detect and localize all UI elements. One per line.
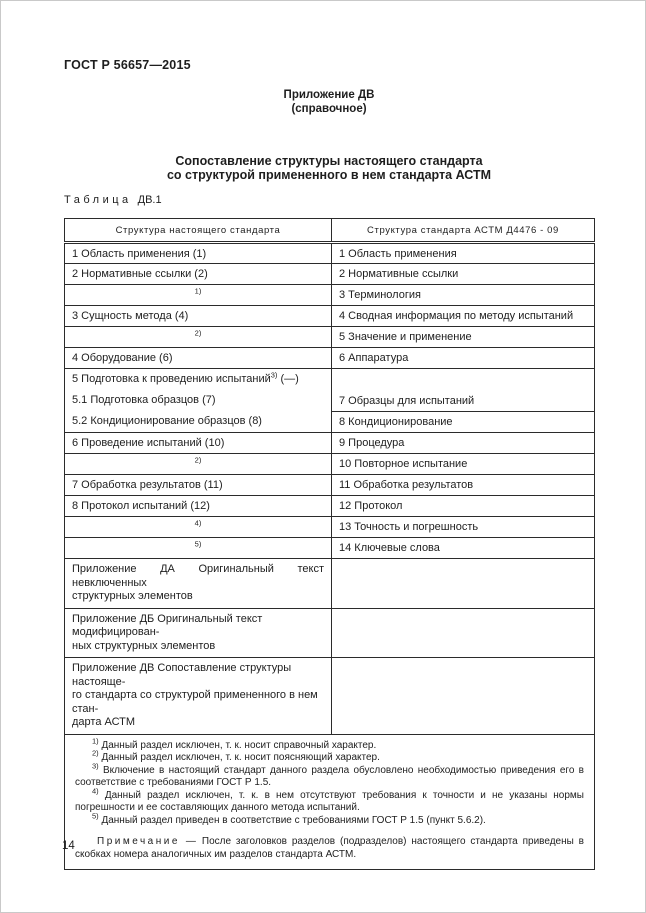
cell-astm-standard: 13 Точность и погрешность (332, 517, 595, 538)
table-label-word: Таблица (64, 194, 132, 206)
cell-astm-standard: 5 Значение и применение (332, 327, 595, 348)
footnotes-cell (65, 734, 595, 870)
cell-current-standard (65, 327, 332, 348)
footnote-marker: 2) (92, 748, 99, 758)
footnote-marker: 2) (194, 455, 202, 465)
comparison-table (64, 218, 595, 870)
cell-astm-standard: 12 Протокол (332, 496, 595, 517)
footnote-5: $^{5)}$ Данный раздел приведен в соответствие с требованиями ГОСТ Р 1.5 (пункт 5.6.2). (92, 811, 486, 826)
note-label: Примечание (97, 836, 180, 847)
table-row (65, 306, 595, 327)
cell-astm-standard-empty (332, 658, 595, 735)
cell-current-standard: Приложение ДА Оригинальный текст невключенных структурных элементов (65, 559, 332, 609)
footnote-marker: 1) (194, 286, 202, 296)
column-header-current-standard: Структура настоящего стандарта (65, 219, 332, 243)
doc-code: ГОСТ Р 56657—2015 (64, 58, 191, 72)
table-row (65, 496, 595, 517)
footnote-marker: 1) (92, 736, 99, 746)
note-dash: — (185, 836, 196, 847)
footnote-marker: 4) (92, 786, 99, 796)
table-row (65, 327, 595, 348)
table-row (65, 658, 595, 735)
cell-astm-standard: 9 Процедура (332, 433, 595, 454)
table-row (65, 608, 595, 658)
table-label-number: ДВ.1 (137, 194, 162, 206)
cell-current-standard (65, 285, 332, 306)
cell-astm-standard: 4 Сводная информация по методу испытаний (332, 306, 595, 327)
cell-current-standard: 6 Проведение испытаний (10) (65, 433, 332, 454)
table-row (65, 264, 595, 285)
table-row (65, 243, 595, 264)
table-header-row (65, 219, 595, 243)
footnote-2: $^{2)}$ Данный раздел исключен, т. к. носит поясняющий характер. (92, 748, 380, 763)
cell-astm-standard: 1 Область применения (332, 243, 595, 264)
table-row (65, 538, 595, 559)
cell-current-standard (65, 517, 332, 538)
footnote-marker: 5) (92, 811, 99, 821)
footnote-marker: 3) (270, 370, 278, 380)
table-row (65, 433, 595, 454)
footnote-marker: 3) (92, 761, 99, 771)
table-footnotes-row (65, 734, 595, 870)
cell-current-standard (65, 538, 332, 559)
cell-astm-standard: 10 Повторное испытание (332, 454, 595, 475)
title-line-2: со структурой примененного в нем стандарта АСТМ (166, 168, 492, 182)
cell-astm-standard-empty (332, 559, 595, 609)
group-line-3: 5.2 Кондиционирование образцов (8) (72, 415, 262, 427)
appendix-label: Приложение ДВ (283, 89, 375, 101)
footnote-4: $^{4)}$ Данный раздел исключен, т. к. в нем отсутствуют требования к точности и не указаны нормы погрешности и ее составляющих данного метода испытаний. (75, 786, 584, 813)
table-row (65, 475, 595, 496)
cell-current-standard: 4 Оборудование (6) (65, 348, 332, 369)
title-line-1: Сопоставление структуры настоящего стандарта (175, 154, 483, 168)
cell-astm-standard: 3 Терминология (332, 285, 595, 306)
group-line-1: 5 Подготовка к проведению испытаний$^{3)}$ (—) (72, 370, 299, 385)
group-line-2: 5.1 Подготовка образцов (7) (72, 394, 216, 406)
cell-current-standard (65, 454, 332, 475)
footnote-marker: 5) (194, 539, 202, 549)
document-title (64, 154, 594, 182)
cell-current-standard: 1 Область применения (1) (65, 243, 332, 264)
cell-current-standard: Приложение ДБ Оригинальный текст модифицирован- ных структурных элементов (65, 608, 332, 658)
cell-astm-standard: 6 Аппаратура (332, 348, 595, 369)
footnote-marker: 2) (194, 328, 202, 338)
note-text: После заголовков разделов (подразделов) настоящего стандарта приведены в скобках номера аналогичных им разделов стандарта АСТМ. (75, 836, 584, 860)
cell-current-standard: 8 Протокол испытаний (12) (65, 496, 332, 517)
cell-current-standard: 3 Сущность метода (4) (65, 306, 332, 327)
column-header-astm-standard: Структура стандарта АСТМ Д4476 - 09 (332, 219, 595, 243)
page-number: 14 (62, 840, 75, 852)
table-row (65, 517, 595, 538)
cell-astm-standard: 11 Обработка результатов (332, 475, 595, 496)
footnote-1: $^{1)}$ Данный раздел исключен, т. к. носит справочный характер. (92, 736, 377, 751)
appendix-type: (справочное) (291, 102, 367, 115)
cell-astm-standard: 2 Нормативные ссылки (332, 264, 595, 285)
table-row-group (65, 369, 595, 412)
table-row (65, 559, 595, 609)
table-label (64, 194, 162, 206)
cell-astm-standard-empty (332, 608, 595, 658)
table-note (75, 836, 584, 861)
cell-astm-standard: 8 Кондиционирование (332, 411, 595, 432)
cell-current-standard-group (65, 369, 332, 433)
appendix-heading (64, 89, 594, 116)
footnote-marker: 4) (194, 518, 202, 528)
table-row (65, 454, 595, 475)
cell-astm-standard: 7 Образцы для испытаний (332, 369, 595, 412)
cell-astm-standard: 14 Ключевые слова (332, 538, 595, 559)
cell-current-standard: 7 Обработка результатов (11) (65, 475, 332, 496)
cell-current-standard: 2 Нормативные ссылки (2) (65, 264, 332, 285)
table-row (65, 348, 595, 369)
cell-current-standard: Приложение ДВ Сопоставление структуры настояще- го стандарта со структурой примененного в нем стан- дарта АСТМ (65, 658, 332, 735)
footnote-3: $^{3)}$ Включение в настоящий стандарт данного раздела обусловлено необходимостью приведения его в соответствие с требованиями ГОСТ Р 1.5. (75, 761, 584, 788)
table-row (65, 285, 595, 306)
